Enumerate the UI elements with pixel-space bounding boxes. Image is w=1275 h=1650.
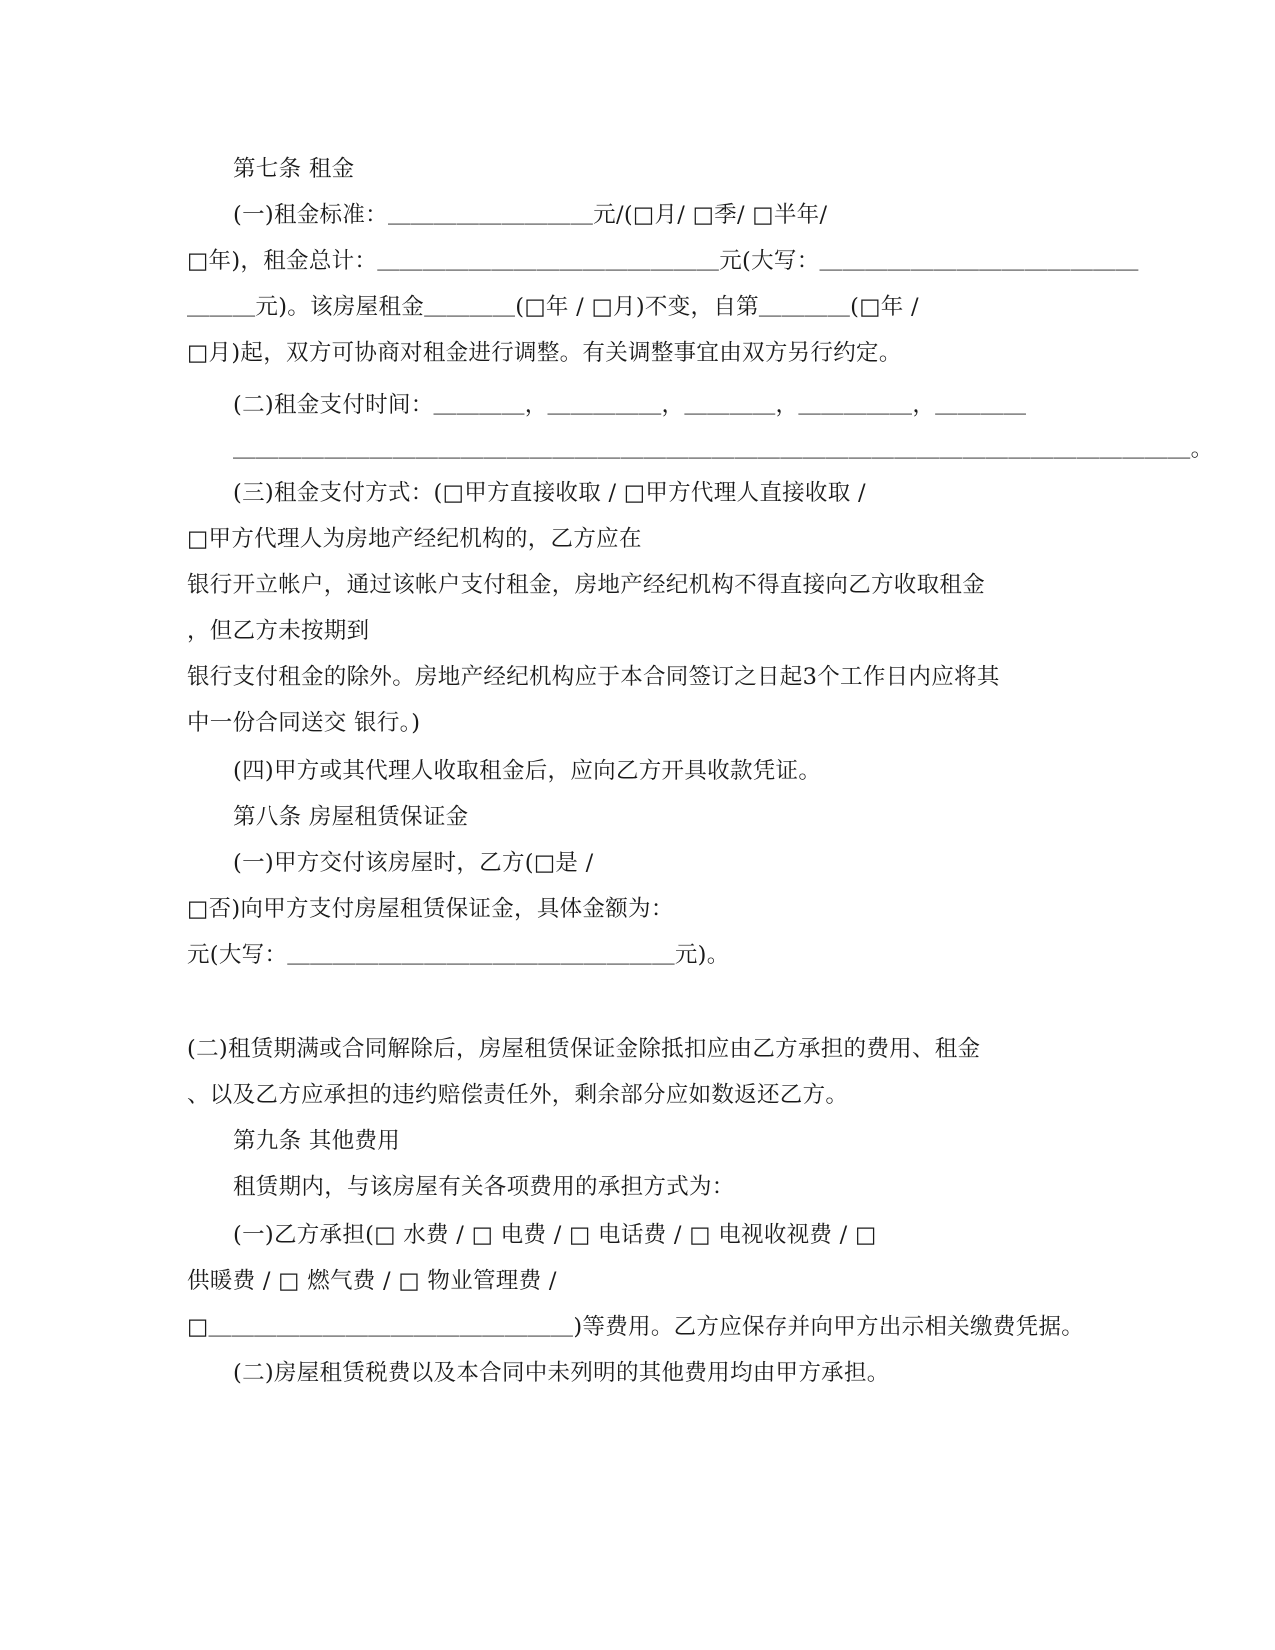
payment-time-line-1: (二)租金支付时间：＿＿＿＿，＿＿＿＿＿，＿＿＿＿，＿＿＿＿＿，＿＿＿＿ <box>233 392 1027 418</box>
article-9-heading: 第九条 其他费用 <box>233 1128 401 1154</box>
fees-line-1: (一)乙方承担(□ 水费 / □ 电费 / □ 电话费 / □ 电视收视费 / □ <box>233 1222 877 1248</box>
payment-method-line-5: 银行支付租金的除外。房地产经纪机构应于本合同签订之日起3个工作日内应将其 <box>187 664 1000 690</box>
receipt-clause: (四)甲方或其代理人收取租金后，应向乙方开具收款凭证。 <box>233 758 822 784</box>
payment-method-line-1: (三)租金支付方式：(□甲方直接收取 / □甲方代理人直接收取 / <box>233 480 866 506</box>
article-7-heading: 第七条 租金 <box>233 156 355 182</box>
rent-standard-line-2: □年)，租金总计：＿＿＿＿＿＿＿＿＿＿＿＿＿＿＿元(大写：＿＿＿＿＿＿＿＿＿＿＿＿＿＿ <box>187 248 1139 274</box>
payment-method-line-2: □甲方代理人为房地产经纪机构的，乙方应在 <box>187 526 642 552</box>
payment-time-line-2: ＿＿＿＿＿＿＿＿＿＿＿＿＿＿＿＿＿＿＿＿＿＿＿＿＿＿＿＿＿＿＿＿＿＿＿＿＿＿＿＿＿＿。 <box>233 436 1214 462</box>
fees-intro: 租赁期内，与该房屋有关各项费用的承担方式为： <box>233 1174 735 1200</box>
deposit-return-line-2: 、以及乙方应承担的违约赔偿责任外，剩余部分应如数返还乙方。 <box>187 1082 849 1108</box>
payment-method-line-4: ，但乙方未按期到 <box>187 618 370 644</box>
fees-line-3: □＿＿＿＿＿＿＿＿＿＿＿＿＿＿＿＿)等费用。乙方应保存并向甲方出示相关缴费凭据。 <box>187 1314 1085 1340</box>
payment-method-line-6: 中一份合同送交 银行。) <box>187 710 421 736</box>
deposit-line-2: □否)向甲方支付房屋租赁保证金，具体金额为： <box>187 896 674 922</box>
rent-standard-line-1: (一)租金标准：＿＿＿＿＿＿＿＿＿元/(□月/ □季/ □半年/ <box>233 202 828 228</box>
rent-standard-line-3: ＿＿＿元)。该房屋租金＿＿＿＿(□年 / □月)不变，自第＿＿＿＿(□年 / <box>187 294 919 320</box>
payment-method-line-3: 银行开立帐户，通过该帐户支付租金，房地产经纪机构不得直接向乙方收取租金 <box>187 572 986 598</box>
deposit-return-line-1: (二)租赁期满或合同解除后，房屋租赁保证金除抵扣应由乙方承担的费用、租金 <box>187 1036 981 1062</box>
rent-standard-line-4: □月)起，双方可协商对租金进行调整。有关调整事宜由双方另行约定。 <box>187 340 902 366</box>
deposit-line-3: 元(大写：＿＿＿＿＿＿＿＿＿＿＿＿＿＿＿＿＿元)。 <box>187 942 730 968</box>
taxes-clause: (二)房屋租赁税费以及本合同中未列明的其他费用均由甲方承担。 <box>233 1360 890 1386</box>
article-8-heading: 第八条 房屋租赁保证金 <box>233 804 469 830</box>
deposit-line-1: (一)甲方交付该房屋时，乙方(□是 / <box>233 850 594 876</box>
fees-line-2: 供暖费 / □ 燃气费 / □ 物业管理费 / <box>187 1268 557 1294</box>
